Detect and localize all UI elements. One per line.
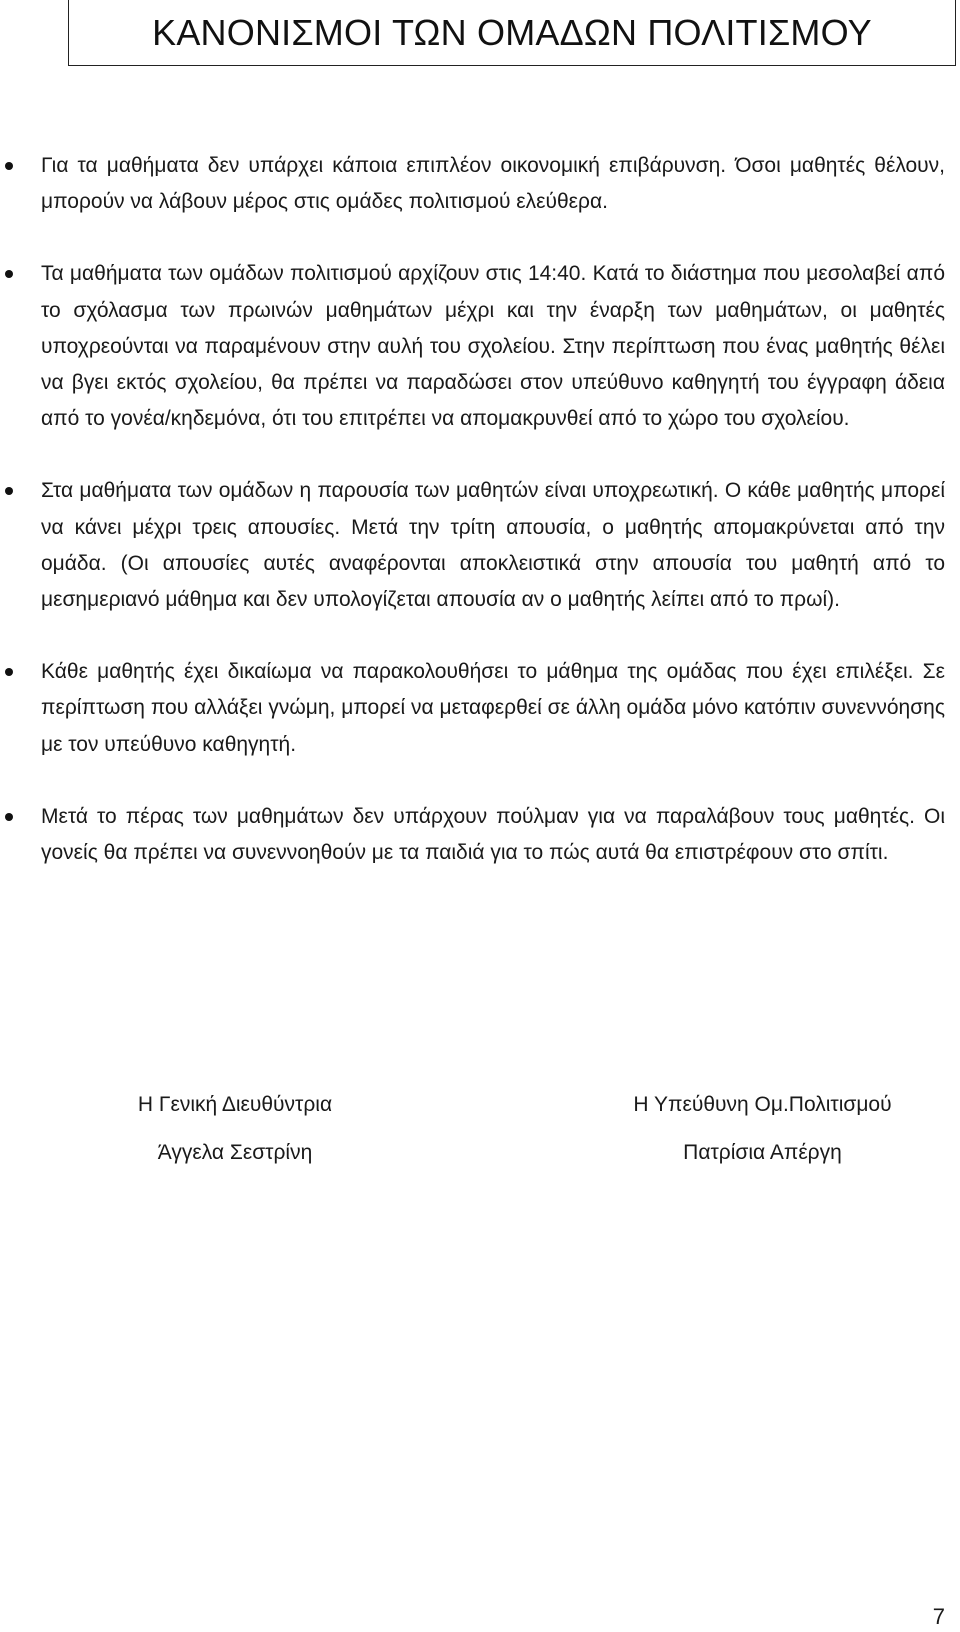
signature-name-left: Άγγελα Σεστρίνη	[157, 1141, 313, 1164]
signature-role-left: Η Γενική Διευθύντρια	[137, 1093, 333, 1116]
signature-role-right: Η Υπεύθυνη Ομ.Πολιτισμού	[633, 1093, 892, 1116]
signature-right	[600, 1093, 925, 1165]
page-title: ΚΑΝΟΝΙΣΜΟΙ ΤΩΝ ΟΜΑΔΩΝ ΠΟΛΙΤΙΣΜΟΥ	[152, 11, 872, 53]
list-item	[0, 799, 960, 871]
bullet-icon	[5, 668, 13, 676]
signature-name-right: Πατρίσια Απέργη	[683, 1141, 842, 1164]
rule-text: Στα μαθήματα των ομάδων η παρουσία των μαθητών είναι υποχρεωτική. Ο κάθε μαθητής μπορεί να κάνει μέχρι τρεις απουσίες. Μετά την τρίτη απουσία, ο μαθητής απομακρύνεται από την ομάδα. (Οι απουσίες αυτές αναφέρονται αποκλειστικά στην απουσία του μαθητή από το μεσημεριανό μάθημα και δεν υπολογίζεται απουσία αν ο μαθητής λείπει από το πρωί).	[41, 479, 945, 612]
rules-list	[0, 148, 960, 907]
signatures	[0, 1093, 960, 1203]
signature-left	[100, 1093, 370, 1165]
rule-text: Για τα μαθήματα δεν υπάρχει κάποια επιπλέον οικονομική επιβάρυνση. Όσοι μαθητές θέλουν, μπορούν να λάβουν μέρος στις ομάδες πολιτισμού ελεύθερα.	[41, 154, 945, 214]
rule-text: Μετά το πέρας των μαθημάτων δεν υπάρχουν πούλμαν για να παραλάβουν τους μαθητές. Οι γονείς θα πρέπει να συνεννοηθούν με τα παιδιά για το πώς αυτά θα επιστρέφουν στο σπίτι.	[41, 804, 945, 865]
list-item	[0, 473, 960, 618]
list-item	[0, 654, 960, 763]
bullet-icon	[5, 487, 13, 495]
bullet-icon	[5, 162, 13, 170]
rule-text: Κάθε μαθητής έχει δικαίωμα να παρακολουθήσει το μάθημα της ομάδας που έχει επιλέξει. Σε περίπτωση που αλλάξει γνώμη, μπορεί να μεταφερθεί σε άλλη ομάδα μόνο κατόπιν συνεννόησης με τον υπεύθυνο καθηγητή.	[41, 660, 945, 756]
rule-text: Τα μαθήματα των ομάδων πολιτισμού αρχίζουν στις 14:40. Κατά το διάστημα που μεσολαβεί από το σχόλασμα των πρωινών μαθημάτων μέχρι και την έναρξη των μαθημάτων, οι μαθητές υποχρεούνται να παραμένουν στην αυλή του σχολείου. Στην περίπτωση που ένας μαθητής θέλει να βγει εκτός σχολείου, θα πρέπει να παραδώσει στον υπεύθυνο καθηγητή του έγγραφη άδεια από το γονέα/κηδεμόνα, ότι του επιτρέπει να απομακρυνθεί από το χώρο του σχολείου.	[41, 262, 945, 431]
bullet-icon	[5, 270, 13, 278]
title-box	[68, 0, 956, 66]
page-number: 7	[932, 1604, 945, 1629]
bullet-icon	[5, 813, 13, 821]
list-item	[0, 256, 960, 437]
list-item	[0, 148, 960, 220]
